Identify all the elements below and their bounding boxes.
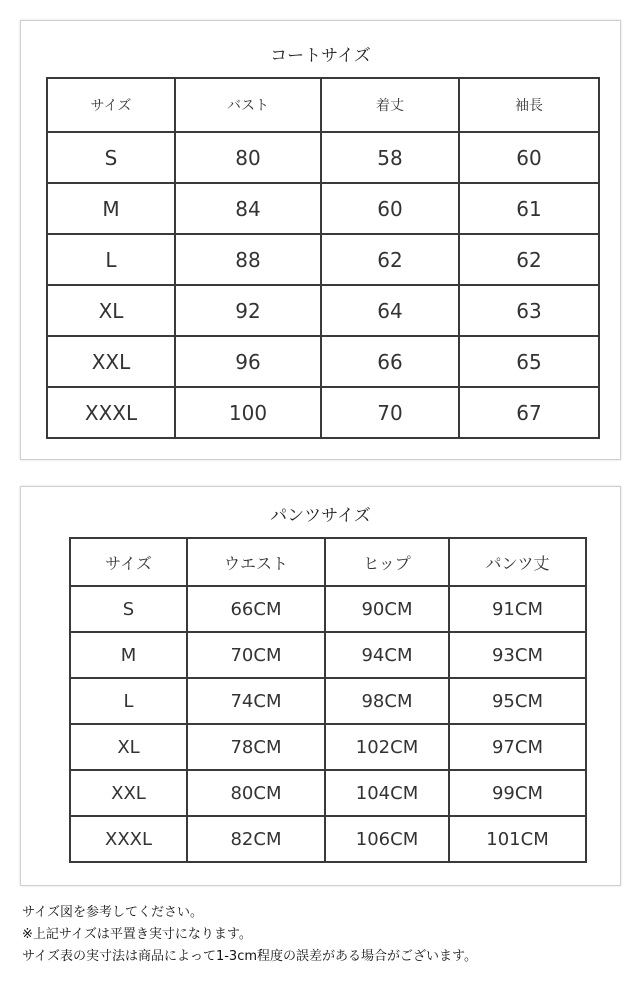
- cell-size: XXXL: [47, 387, 175, 438]
- cell-size: XXL: [70, 770, 187, 816]
- note-line-flat-measure: ※上記サイズは平置き実寸になります。: [22, 927, 252, 942]
- cell-length: 66: [321, 336, 459, 387]
- table-row: [47, 387, 599, 438]
- cell-hip: 98CM: [325, 678, 449, 724]
- coat-size-table: [46, 77, 600, 439]
- cell-bust: 92: [175, 285, 321, 336]
- table-row: [70, 724, 586, 770]
- header-size: サイズ: [47, 78, 175, 132]
- table-row: [70, 586, 586, 632]
- table-row: [47, 234, 599, 285]
- cell-inseam: 97CM: [449, 724, 586, 770]
- cell-size: S: [70, 586, 187, 632]
- cell-inseam: 101CM: [449, 816, 586, 862]
- cell-sleeve: 65: [459, 336, 599, 387]
- cell-inseam: 99CM: [449, 770, 586, 816]
- cell-hip: 102CM: [325, 724, 449, 770]
- table-row: [70, 678, 586, 724]
- cell-length: 58: [321, 132, 459, 183]
- cell-length: 62: [321, 234, 459, 285]
- cell-bust: 84: [175, 183, 321, 234]
- cell-inseam: 91CM: [449, 586, 586, 632]
- cell-length: 70: [321, 387, 459, 438]
- cell-waist: 70CM: [187, 632, 325, 678]
- header-length: 着丈: [321, 78, 459, 132]
- cell-size: XL: [47, 285, 175, 336]
- cell-waist: 82CM: [187, 816, 325, 862]
- pants-size-title: パンツサイズ: [270, 506, 371, 526]
- header-bust: バスト: [175, 78, 321, 132]
- cell-size: L: [70, 678, 187, 724]
- cell-hip: 104CM: [325, 770, 449, 816]
- cell-waist: 78CM: [187, 724, 325, 770]
- cell-sleeve: 67: [459, 387, 599, 438]
- cell-size: S: [47, 132, 175, 183]
- coat-size-card: [20, 20, 621, 460]
- cell-waist: 74CM: [187, 678, 325, 724]
- coat-size-title: コートサイズ: [270, 46, 371, 66]
- cell-size: XXXL: [70, 816, 187, 862]
- cell-sleeve: 63: [459, 285, 599, 336]
- table-row: [70, 632, 586, 678]
- pants-size-table: [69, 537, 587, 863]
- cell-size: XXL: [47, 336, 175, 387]
- cell-size: M: [70, 632, 187, 678]
- table-header-row: [47, 78, 599, 132]
- cell-length: 64: [321, 285, 459, 336]
- cell-sleeve: 60: [459, 132, 599, 183]
- cell-inseam: 93CM: [449, 632, 586, 678]
- note-line-reference: サイズ図を参考してください。: [22, 905, 203, 920]
- header-size: サイズ: [70, 538, 187, 586]
- table-row: [47, 132, 599, 183]
- cell-size: XL: [70, 724, 187, 770]
- size-notes: [22, 902, 477, 968]
- cell-bust: 100: [175, 387, 321, 438]
- cell-length: 60: [321, 183, 459, 234]
- cell-hip: 94CM: [325, 632, 449, 678]
- cell-bust: 88: [175, 234, 321, 285]
- cell-bust: 80: [175, 132, 321, 183]
- cell-hip: 90CM: [325, 586, 449, 632]
- header-hip: ヒップ: [325, 538, 449, 586]
- cell-size: M: [47, 183, 175, 234]
- cell-waist: 66CM: [187, 586, 325, 632]
- table-row: [70, 770, 586, 816]
- cell-size: L: [47, 234, 175, 285]
- cell-hip: 106CM: [325, 816, 449, 862]
- pants-size-card: [20, 486, 621, 886]
- table-row: [70, 816, 586, 862]
- cell-bust: 96: [175, 336, 321, 387]
- table-row: [47, 285, 599, 336]
- cell-sleeve: 61: [459, 183, 599, 234]
- table-row: [47, 183, 599, 234]
- cell-sleeve: 62: [459, 234, 599, 285]
- note-line-tolerance: サイズ表の実寸法は商品によって1-3cm程度の誤差がある場合がございます。: [22, 949, 477, 964]
- header-sleeve: 袖長: [459, 78, 599, 132]
- header-waist: ウエスト: [187, 538, 325, 586]
- header-inseam: パンツ丈: [449, 538, 586, 586]
- table-header-row: [70, 538, 586, 586]
- table-row: [47, 336, 599, 387]
- cell-inseam: 95CM: [449, 678, 586, 724]
- cell-waist: 80CM: [187, 770, 325, 816]
